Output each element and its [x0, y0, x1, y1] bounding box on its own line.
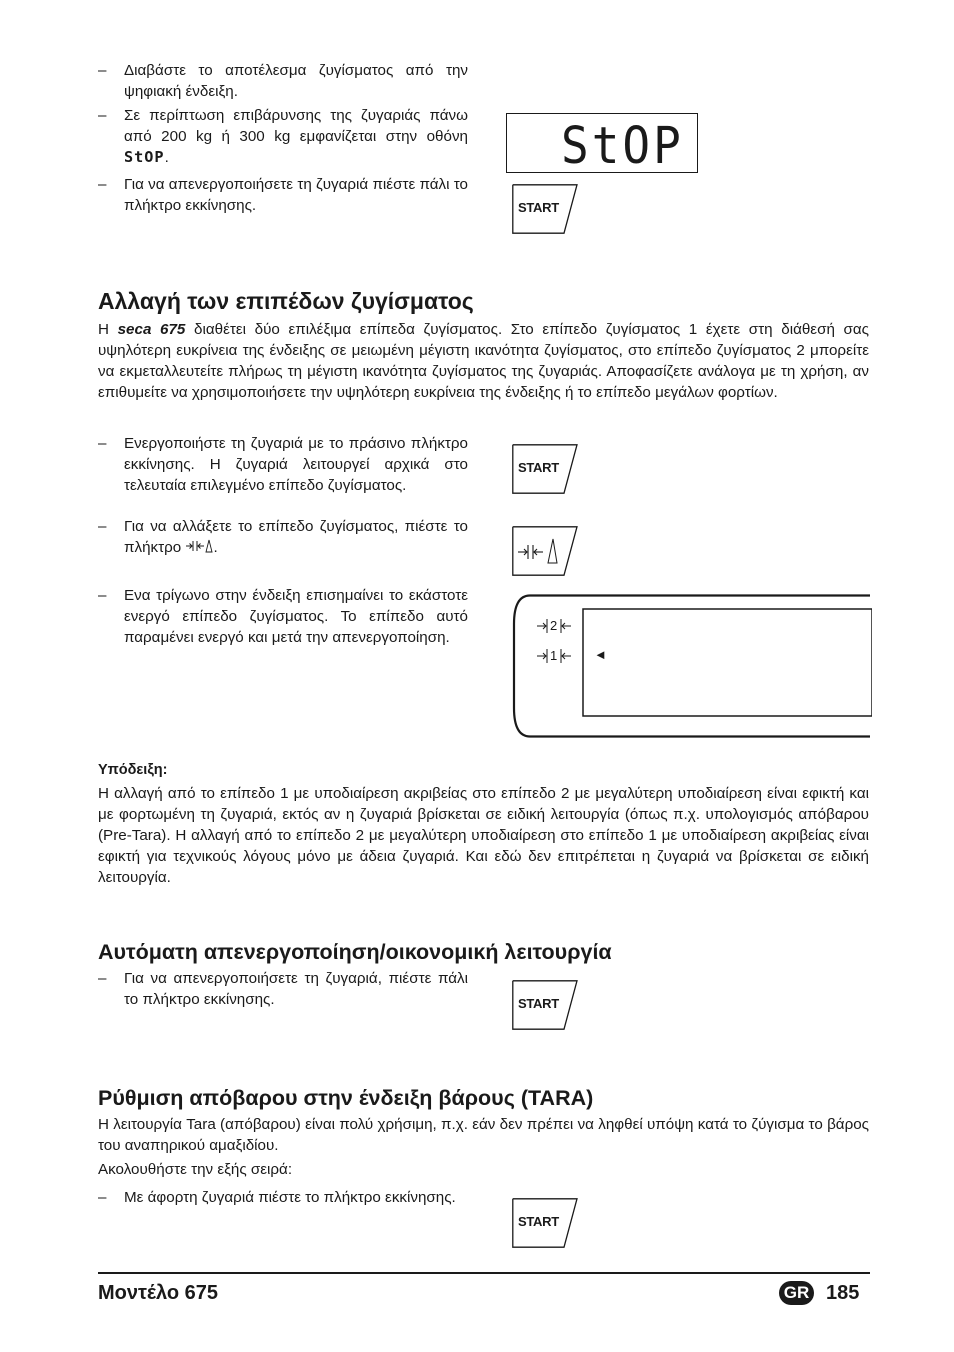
intro-prefix: Η [98, 321, 118, 338]
bullet-text: Για να απενεργοποιήσετε τη ζυγαριά πιέστε πάλι το πλήκτρο εκκίνησης. [124, 176, 468, 214]
bullet-text [124, 105, 468, 168]
range-display-panel [510, 594, 872, 738]
section3-bullet-1 [98, 1187, 468, 1208]
note-text-block [98, 783, 869, 888]
stop-display-word: StOP [124, 148, 165, 166]
section3-intro [98, 1114, 869, 1180]
dash: – [98, 176, 107, 193]
country-badge [779, 1281, 814, 1305]
tara-follow-text: Ακολουθήστε την εξής σειρά: [98, 1161, 293, 1178]
bullet-text [124, 516, 468, 558]
range-indicator-icons [536, 617, 580, 667]
range-switch-key[interactable] [512, 526, 578, 576]
note-text: Η αλλαγή από το επίπεδο 1 με υποδιαίρεση ακριβείας στο επίπεδο 2 με μεγαλύτερη υποδιαίρεση είναι εφικτή και με φορτωμένη τη ζυγαριά, εκτός αν η ζυγαριά βρίσκεται σε ειδική λειτουργία (όπως π.χ. υπολογισμός απόβαρου (Pre-Tara). Η αλλαγή από το επίπεδο 2 με μεγαλύτερη υποδιαίρεση στο επίπεδο 1 με υποδιαίρεση ακριβείας είναι εφικτή για τεχνικούς λόγους μόνο με άδεια ζυγαριά. Και εδώ δεν επιτρέπεται η ζυγαριά να βρίσκεται σε ειδική λειτουργία. [98, 785, 869, 886]
country-code: GR [783, 1283, 810, 1302]
section-heading-weighing-levels: Αλλαγή των επιπέδων ζυγίσματος [98, 288, 474, 314]
section1-bullet-2 [98, 516, 468, 558]
note-heading: Υπόδειξη: [98, 762, 168, 778]
bullet-text-before: Σε περίπτωση επιβάρυνσης της ζυγαριάς πάνω από 200 kg ή 300 kg εμφανίζεται στην οθόνη [124, 107, 468, 145]
range-label-1: 1 [550, 648, 558, 663]
section1-intro [98, 319, 869, 403]
bullet-text-after: . [164, 149, 169, 166]
bullet-text: Ενεργοποιήστε τη ζυγαριά με το πράσινο πλήκτρο εκκίνησης. Η ζυγαριά λειτουργεί αρχικά στο τελευταία επιλεγμένο επίπεδο ζυγίσματος. [124, 435, 468, 494]
start-key[interactable] [512, 444, 578, 494]
page-number: 185 [826, 1282, 860, 1304]
section-heading-auto-off: Αυτόματη απενεργοποίηση/οικονομική λειτουργία [98, 940, 612, 964]
footer-rule [98, 1272, 870, 1274]
start-key-label: START [518, 996, 559, 1011]
start-key-label: START [518, 1214, 559, 1229]
start-key[interactable] [512, 1198, 578, 1248]
dash: – [98, 1189, 107, 1206]
range-label-2: 2 [550, 618, 558, 633]
range-switch-icon [516, 537, 566, 567]
dash: – [98, 62, 107, 79]
bullet-text-main: Για να αλλάξετε το επίπεδο ζυγίσματος, πιέστε το πλήκτρο [124, 518, 468, 556]
dash: – [98, 435, 107, 452]
section1-bullet-1 [98, 433, 468, 496]
dash: – [98, 518, 107, 535]
top-bullet-3 [98, 174, 468, 216]
start-key[interactable] [512, 184, 578, 234]
bullet-text: Διαβάστε το αποτέλεσμα ζυγίσματος από την ψηφιακή ένδειξη. [124, 62, 468, 100]
bullet-text: Ενα τρίγωνο στην ένδειξη επισημαίνει το εκάστοτε ενεργό επίπεδο ζυγίσματος. Το επίπεδο αυτό παραμένει ενεργό και μετά την απενεργοποίηση. [124, 587, 468, 646]
active-range-marker: ◄ [594, 647, 607, 662]
dash: – [98, 587, 107, 604]
bullet-text-after: . [213, 539, 218, 556]
brand-name: seca 675 [117, 321, 186, 338]
bullet-text: Για να απενεργοποιήσετε τη ζυγαριά, πιέστε πάλι το πλήκτρο εκκίνησης. [124, 970, 468, 1008]
weight-display [506, 113, 698, 176]
start-key-label: START [518, 200, 559, 215]
start-key-label: START [518, 460, 559, 475]
bullet-text: Με άφορτη ζυγαριά πιέστε το πλήκτρο εκκίνησης. [124, 1189, 456, 1206]
range-switch-icon [185, 538, 213, 554]
dash: – [98, 970, 107, 987]
top-bullet-2 [98, 105, 468, 168]
section1-bullet-3 [98, 585, 468, 648]
section-heading-tara: Ρύθμιση απόβαρου στην ένδειξη βάρους (TARA) [98, 1086, 594, 1110]
tara-intro-text: Η λειτουργία Tara (απόβαρου) είναι πολύ χρήσιμη, π.χ. εάν δεν πρέπει να ληφθεί υπόψη κατά το ζύγισμα το βάρος του αναπηρικού αμαξιδίου. [98, 1116, 869, 1154]
dash: – [98, 107, 107, 124]
top-bullet-1 [98, 60, 468, 102]
section2-bullet-1 [98, 968, 468, 1010]
display-readout: StOP [561, 115, 684, 176]
intro-rest: διαθέτει δύο επιλέξιμα επίπεδα ζυγίσματος. Στο επίπεδο ζυγίσματος 1 έχετε στη διάθεσή σας υψηλότερη ευκρίνεια της ένδειξης σε μειωμένη μέγιστη ικανότητα ζυγίσματος, στο επίπεδο ζυγίσματος 2 μπορείτε να εκμεταλλευτείτε πλήρως τη μέγιστη ικανότητα ζυγίσματος της ζυγαριάς. Αποφασίζετε ανάλογα με τη χρήση, αν επιθυμείτε να χρησιμοποιήσετε την υψηλότερη ευκρίνεια της ένδειξης ή το επίπεδο μεγάλων φορτίων. [98, 321, 869, 401]
footer-model: Μοντέλο 675 [98, 1282, 218, 1304]
start-key[interactable] [512, 980, 578, 1030]
